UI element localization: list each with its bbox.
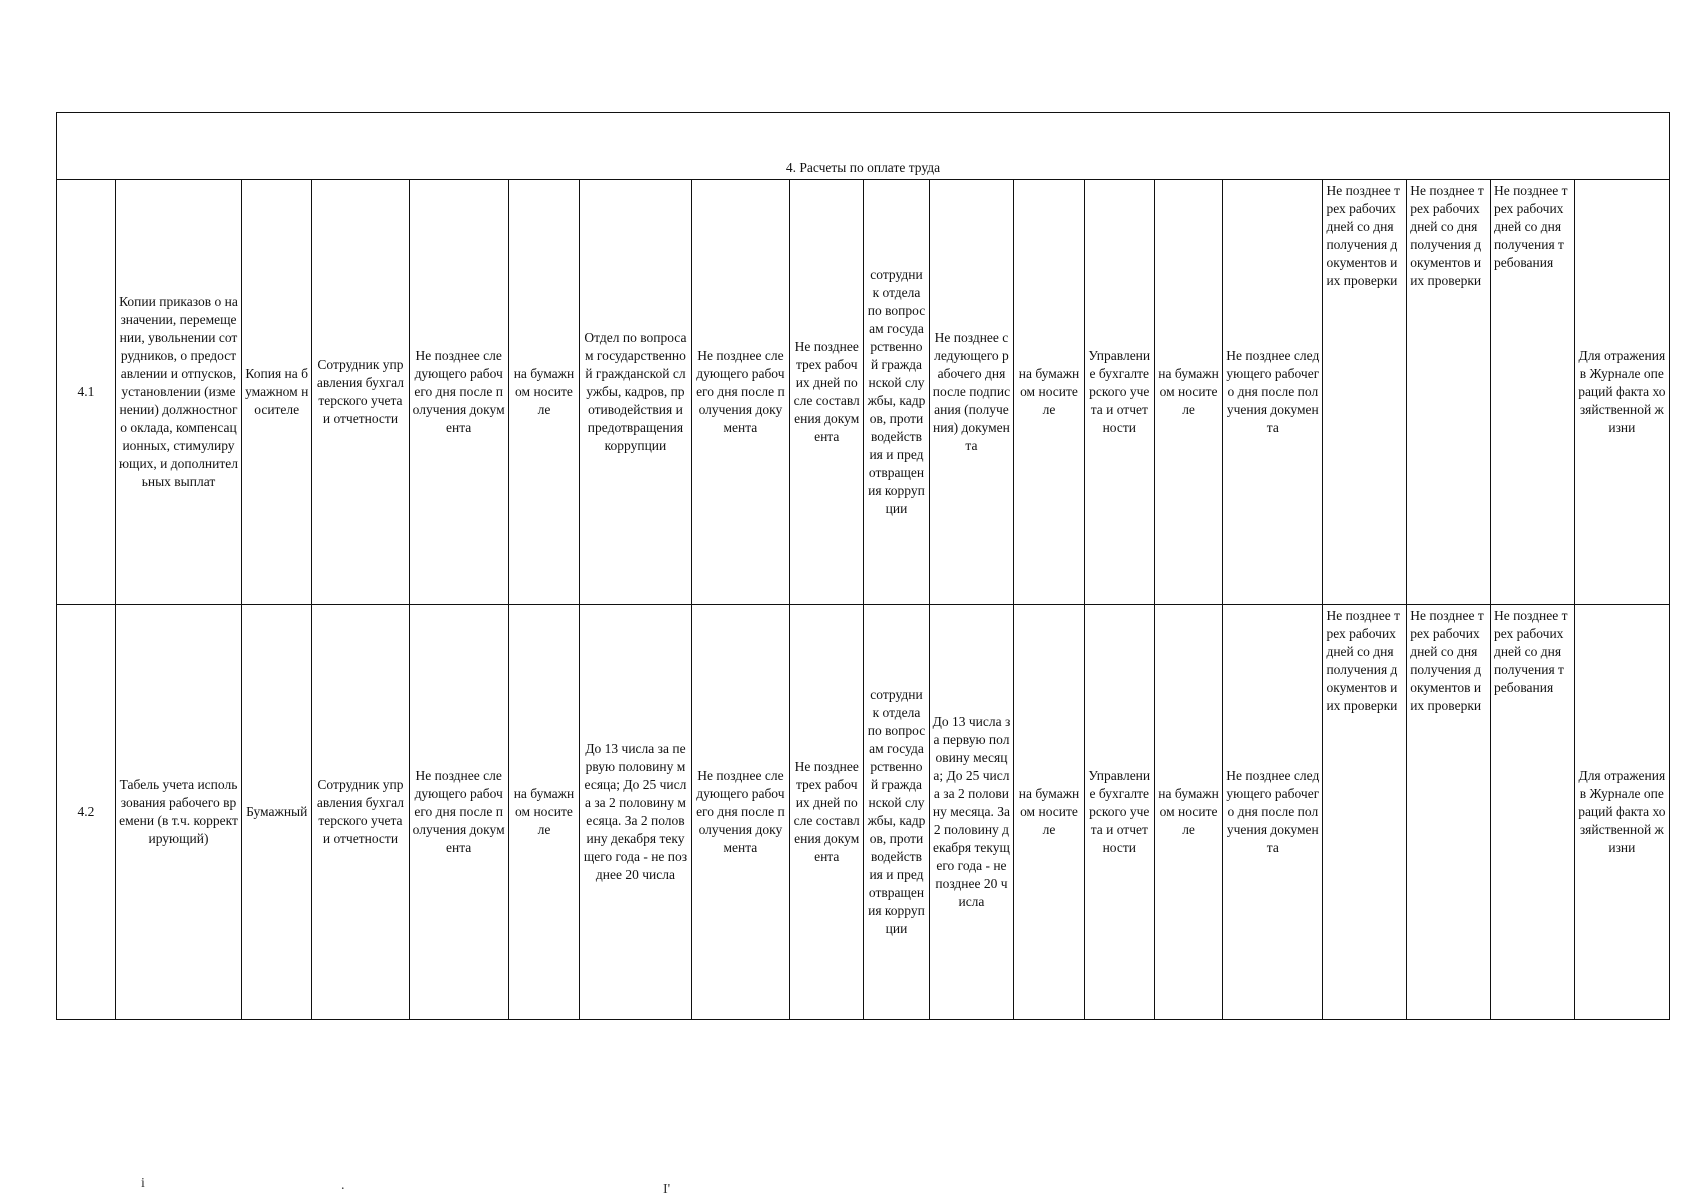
medium-cell: на бумажном носителе (1154, 180, 1222, 605)
section-title: 4. Расчеты по оплате труда (57, 113, 1670, 180)
deadline-cell: Не позднее следующего рабочего дня после получения документа (691, 180, 789, 605)
row-number: 4.2 (57, 605, 116, 1020)
check-deadline-cell: Не позднее трех рабочих дней со дня получения требования (1490, 605, 1574, 1020)
check-deadline-cell: Не позднее трех рабочих дней со дня получения документов и их проверки (1323, 605, 1407, 1020)
accounting-dept-cell: Управление бухгалтерского учета и отчетности (1084, 605, 1154, 1020)
responsible-person: Сотрудник управления бухгалтерского учета и отчетности (312, 605, 409, 1020)
department-cell: Отдел по вопросам государственной гражданской службы, кадров, противодействия и предотвращения коррупции (580, 180, 692, 605)
deadline-cell: Не позднее следующего рабочего дня после подписания (получения) документа (929, 180, 1014, 605)
workflow-table (56, 112, 1670, 1020)
scan-mark: i (141, 1176, 145, 1191)
check-deadline-cell: Не позднее трех рабочих дней со дня получения документов и их проверки (1323, 180, 1407, 605)
deadline-cell: Не позднее следующего рабочего дня после получения документа (409, 605, 508, 1020)
document-form: Копия на бумажном носителе (242, 180, 312, 605)
document-form: Бумажный (242, 605, 312, 1020)
accounting-dept-cell: Управление бухгалтерского учета и отчетности (1084, 180, 1154, 605)
medium-cell: на бумажном носителе (1014, 180, 1084, 605)
medium-cell: на бумажном носителе (508, 180, 579, 605)
document-name: Копии приказов о назначении, перемещении, увольнении сотрудников, о предоставлении и отпусков, установлении (изменении) должностного оклада, компенсационных, стимулирующих, и дополнительных выплат (115, 180, 241, 605)
medium-cell: на бумажном носителе (508, 605, 579, 1020)
staff-cell: сотрудник отдела по вопросам государственной гражданской службы, кадров, противодействия и предотвращения коррупции (864, 180, 929, 605)
check-deadline-cell: Не позднее трех рабочих дней со дня получения документов и их проверки (1407, 180, 1491, 605)
deadline-cell: Не позднее следующего рабочего дня после получения документа (1223, 605, 1323, 1020)
table-row (57, 180, 1670, 605)
purpose-cell: Для отражения в Журнале операций факта хозяйственной жизни (1574, 180, 1669, 605)
deadline-cell: Не позднее трех рабочих дней после составления документа (790, 605, 864, 1020)
scan-mark: . (341, 1178, 345, 1193)
deadline-cell: Не позднее следующего рабочего дня после получения документа (409, 180, 508, 605)
deadline-cell: Не позднее следующего рабочего дня после получения документа (1223, 180, 1323, 605)
responsible-person: Сотрудник управления бухгалтерского учета и отчетности (312, 180, 409, 605)
department-cell: До 13 числа за первую половину месяца; До 25 числа за 2 половину месяца. За 2 половину декабря текущего года - не позднее 20 числа (580, 605, 692, 1020)
staff-cell: сотрудник отдела по вопросам государственной гражданской службы, кадров, противодействия и предотвращения коррупции (864, 605, 929, 1020)
section-header-row (57, 113, 1670, 180)
medium-cell: на бумажном носителе (1014, 605, 1084, 1020)
purpose-cell: Для отражения в Журнале операций факта хозяйственной жизни (1574, 605, 1669, 1020)
check-deadline-cell: Не позднее трех рабочих дней со дня получения документов и их проверки (1407, 605, 1491, 1020)
check-deadline-cell: Не позднее трех рабочих дней со дня получения требования (1490, 180, 1574, 605)
document-sheet (56, 112, 1670, 1020)
deadline-cell: Не позднее трех рабочих дней после составления документа (790, 180, 864, 605)
deadline-cell: До 13 числа за первую половину месяца; До 25 числа за 2 половину месяца. За 2 половину декабря текущего года - не позднее 20 числа (929, 605, 1014, 1020)
table-row (57, 605, 1670, 1020)
deadline-cell: Не позднее следующего рабочего дня после получения документа (691, 605, 789, 1020)
scan-mark: I' (663, 1182, 671, 1197)
document-name: Табель учета использования рабочего времени (в т.ч. корректирующий) (115, 605, 241, 1020)
row-number: 4.1 (57, 180, 116, 605)
medium-cell: на бумажном носителе (1154, 605, 1222, 1020)
